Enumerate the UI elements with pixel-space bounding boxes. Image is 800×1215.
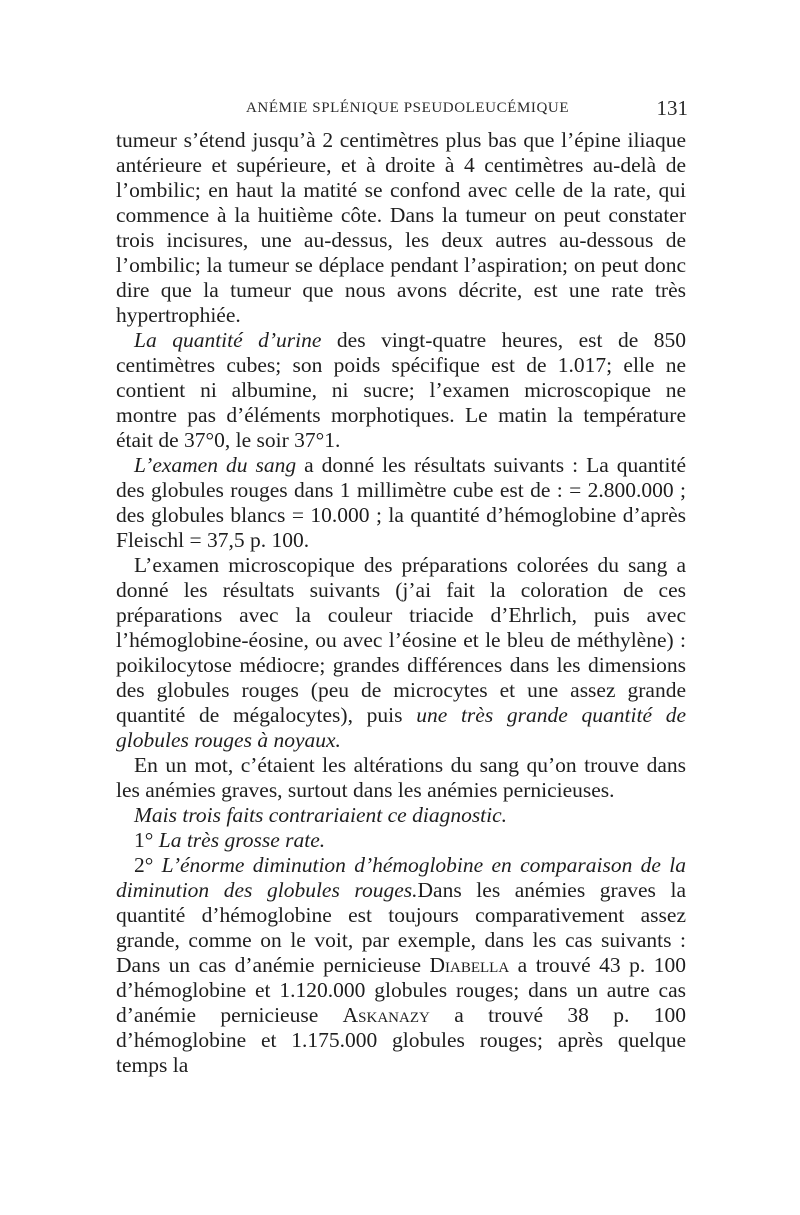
paragraph-8-text-2: a trouvé 43 p. 100 d’hémoglobine et 1.120.000 globules rouges; dans un autre cas d’anémie pernicieuse [116,953,686,1027]
paragraph-8-emphasis: L’énorme diminution d’hémoglobine en comparaison de la diminution des globules rouges. [116,853,686,902]
paragraph-3-emphasis: L’examen du sang [134,453,297,477]
paragraph-7 [116,828,686,853]
paragraph-4-text: L’examen microscopique des préparations colorées du sang a donné les résultats suivants (j’ai fait la coloration de ces préparations avec la couleur triacide d’Ehrlich, puis avec l’hémoglobine-éosine, ou avec l’éosine et le bleu de méthylène) : poikilocytose médiocre; grandes différences dans les dimensions des globules rouges (peu de microcytes et une assez grande quantité de mégalocytes), puis [116,553,686,727]
paragraph-8-text-1: Dans les anémies graves la quantité d’hémoglobine est toujours comparativement assez grande, comme on le voit, par exemple, dans les cas suivants : Dans un cas d’anémie pernicieuse [116,878,686,977]
paragraph-6-emphasis: Mais trois faits contrariaient ce diagnostic. [134,803,508,827]
paragraph-7-emphasis: La très grosse rate. [158,828,326,852]
list-number-2: 2° [134,853,162,877]
author-name-askanazy: Askanazy [342,1003,430,1027]
paragraph-3 [116,453,686,553]
paragraph-5 [116,753,686,803]
paragraph-1 [116,128,686,328]
paragraph-4 [116,553,686,753]
paragraph-8-text-3: a trouvé 38 p. 100 d’hémoglobine et 1.175.000 globules rouges; après quelque temps la [116,1003,687,1077]
paragraph-4-emphasis: une très grande quantité de globules rouges à noyaux. [116,703,686,752]
paragraph-2-emphasis: La quantité d’urine [134,328,322,352]
paragraph-3-text: a donné les résultats suivants : La quantité des globules rouges dans 1 millimètre cube est de : = 2.800.000 ; des globules blancs = 10.000 ; la quantité d’hémoglobine d’après Fleischl = 37,5 p. 100. [116,453,686,552]
page-number: 131 [656,96,688,120]
paragraph-1-text: tumeur s’étend jusqu’à 2 centimètres plus bas que l’épine iliaque antérieure et supérieure, et à droite à 4 centimètres au-delà de l’ombilic; en haut la matité se confond avec celle de la rate, qui commence à la huitième côte. Dans la tumeur on peut constater trois incisures, une au-dessus, les deux autres au-dessous de l’ombilic; la tumeur se déplace pendant l’aspiration; on peut donc dire que la tumeur que nous avons décrite, est une rate très hypertrophiée. [116,128,686,327]
page-body [116,128,686,1078]
paragraph-2-text: des vingt-quatre heures, est de 850 centimètres cubes; son poids spécifique est de 1.017; elle ne contient ni albumine, ni sucre; l’examen microscopique ne montre pas d’éléments morphotiques. Le matin la température était de 37°0, le soir 37°1. [116,328,686,452]
author-name-diabella: Diabella [429,953,510,977]
running-title: ANÉMIE SPLÉNIQUE PSEUDOLEUCÉMIQUE [246,100,570,116]
list-number-1: 1° [134,828,159,852]
paragraph-8 [116,853,686,1078]
paragraph-2 [116,328,686,453]
paragraph-5-text: En un mot, c’étaient les altérations du sang qu’on trouve dans les anémies graves, surtout dans les anémies pernicieuses. [116,753,686,802]
paragraph-6 [116,803,686,828]
page-header [200,94,688,124]
